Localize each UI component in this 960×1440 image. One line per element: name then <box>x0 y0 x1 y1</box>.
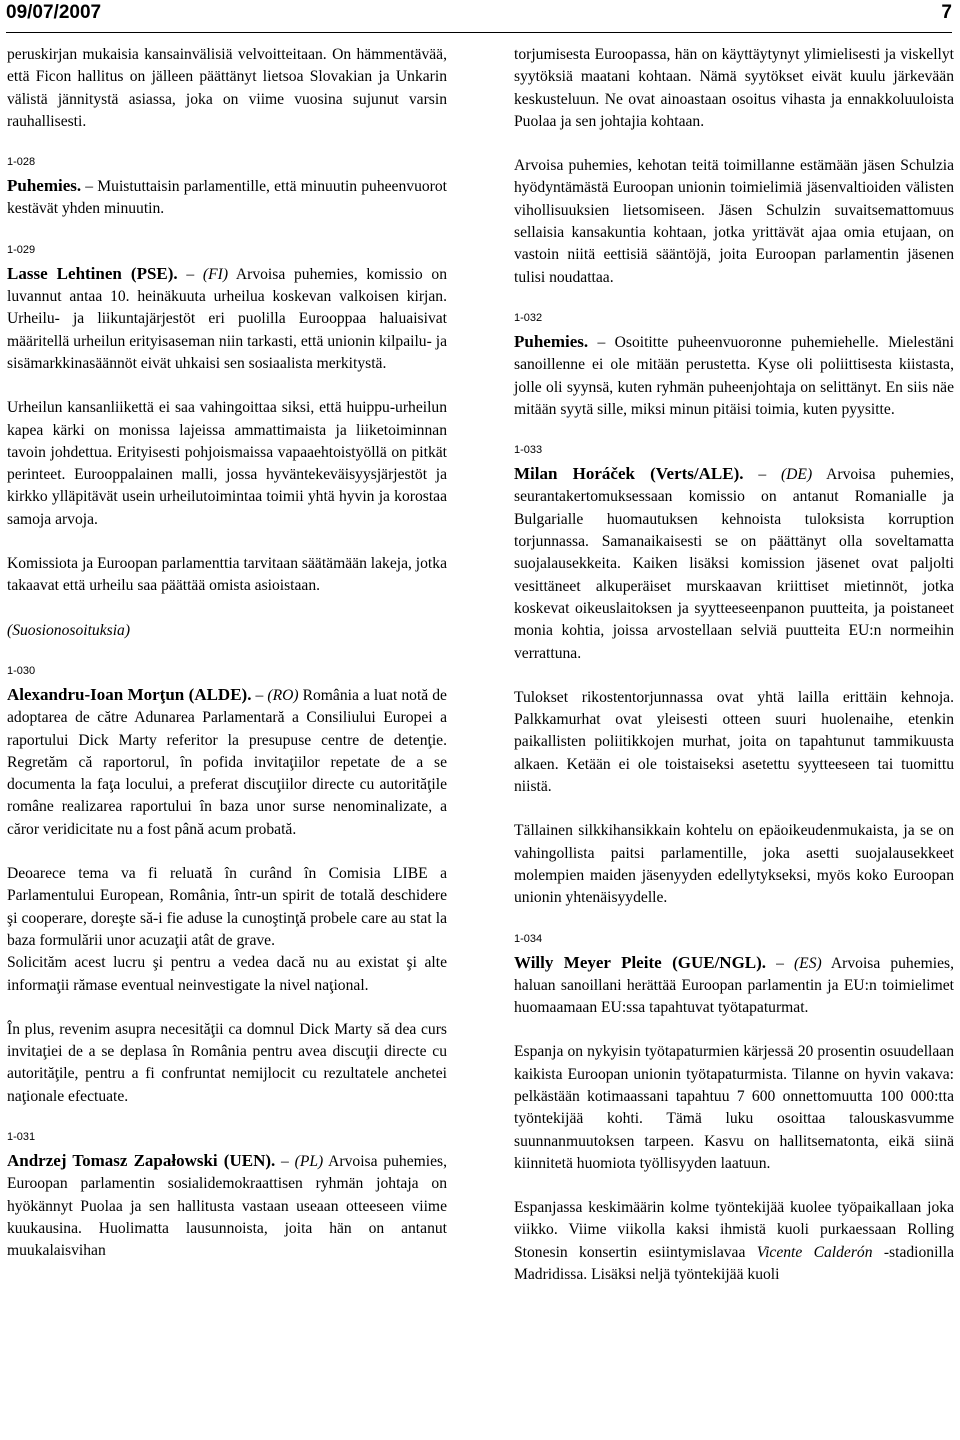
speech-text: – Osoititte puheenvuoronne puhemiehelle. Mielestäni sanoillenne ei ole mitään perustetta. Kyse oli poliittisesta kiistasta, jolle oli syynsä, kuten ryhmän puheenjohtaja on selittänyt. En siis näe mitään syytä sille, miksi minun pitäisi toimia, kuten pyysitte. <box>514 333 954 418</box>
item-number: 1-029 <box>7 243 36 256</box>
speaker-name: Milan Horáček (Verts/ALE). <box>514 464 744 484</box>
speech-034 <box>514 952 954 1020</box>
speech-text: Arvoisa puhemies, haluan sanoillani herättää Euroopan parlamentin ja EU:n toimielimet huomaamaan EU:ssa tapahtuvat työtapaturmat. <box>514 954 954 1017</box>
text-span: Espanjassa keskimäärin kolme työntekijää kuolee työpaikallaan joka viikko. Viime viikolla kaksi ihmistä kuoli purkaessaan Rolling Stonesin konsertin esiintymislavaa <box>514 1199 954 1261</box>
item-number: 1-033 <box>514 444 543 457</box>
paragraph: Solicităm acest lucru şi pentru a vedea dacă nu au existat şi alte informaţii rămase eventual neinvestigate la nivel naţional. <box>7 954 447 994</box>
speech-text: – Muistuttaisin parlamentille, että minuutin puheenvuorot kestävät yhden minuutin. <box>7 178 447 218</box>
speech-028 <box>7 175 447 221</box>
paragraph: Urheilun kansanliikettä ei saa vahingoittaa siksi, että huippu-urheilun kapea kärki on monissa lajeissa ammattimaista ja liiketoiminnan tavoin johdettua. Erityisesti pohjoismaissa vapaaehtoistyöllä on pitkät perinteet. Eurooppalainen malli, jossa hyväntekeväisyysjärjestöt ja kirkko ylläpitävät usein urheilutoimintaa toimii yhtä hyvin ja korostaa samoja arvoja. <box>7 399 447 528</box>
header-date: 09/07/2007 <box>6 2 102 23</box>
venue-name: Vicente Calderón <box>756 1243 873 1261</box>
paragraph: Espanja on nykyisin työtapaturmien kärjessä 20 prosentin osuudellaan kaikista Euroopan unionin työtapaturmista. Tilanne on hyvin vakava: pelkästään kotimaassani tapahtuu 7 600 onnettomuutta 100 000:tta työntekijää kohti. Tämä luku osoittaa talouskasvumme suunnanmuutoksen tarpeen. Kasvu on hallitsematonta, eikä siinä kiinnitetä huomiota työllisyyden laatuun. <box>514 1043 954 1172</box>
paragraph: Deoarece tema va fi reluată în curând în Comisia LIBE a Parlamentului European, România, într-un spirit de totală deschidere şi cooperare, doreşte să-i fie aduse la cunoştinţă probele care au stat la baza formulării unor acuzaţii atât de grave. <box>7 865 447 949</box>
language-tag: – (RO) <box>251 686 299 704</box>
speaker-name: Alexandru-Ioan Morţun (ALDE). <box>7 684 252 704</box>
paragraph: peruskirjan mukaisia kansainvälisiä velvoitteitaan. On hämmentävää, että Ficon hallitus on jälleen päättänyt lietsoa Slovakian ja Unkarin välistä jännitystä asiassa, joka on viime vuosina sujunut varsin rauhallisesti. <box>7 46 447 130</box>
item-number: 1-034 <box>514 932 543 945</box>
language-tag: – (ES) <box>766 954 822 972</box>
text-span: -stadionilla Madridissa. Lisäksi neljä työntekijää kuoli <box>514 1243 955 1284</box>
speaker-name: Puhemies. <box>514 331 589 351</box>
paragraph: Komissiota ja Euroopan parlamenttia tarvitaan säätämään lakeja, jotka takaavat että urheilu saa päättää omista asioistaan. <box>7 555 447 595</box>
paragraph: În plus, revenim asupra necesităţii ca domnul Dick Marty să dea curs invitaţiei de a se deplasa în România pentru avea discuţii directe cu autorităţile, pentru a fi confruntat nemijlocit cu rezultatele anchetei naţionale efectuate. <box>7 1020 447 1105</box>
right-column <box>514 44 954 1308</box>
paragraph: Tällainen silkkihansikkain kohtelu on epäoikeudenmukaista, ja se on vahingollista paitsi parlamentille, joka asetti suojalausekkeet molempien maiden jäsenyyden edellytykseksi, myös koko Euroopan unionin yhtenäisyydelle. <box>514 822 954 907</box>
language-tag: – (FI) <box>177 265 229 283</box>
speech-029 <box>7 263 447 375</box>
speaker-name: Puhemies. <box>7 176 82 196</box>
paragraph: Tulokset rikostentorjunnassa ovat yhtä lailla erittäin kehnoja. Palkkamurhat ovat yleisesti otteen suuri huolenaihe, etenkin paikallisten poliitikkojen murhat, joita on tapahtunut tammikuusta alkaen. Ketään ei ole toistaiseksi asetettu syytteeseen tai tuomittu niistä. <box>514 688 954 796</box>
paragraph: Arvoisa puhemies, kehotan teitä toimillanne estämään jäsen Schulzia hyödyntämästä Euroopan unionin toimielimiä jäsenvaltioiden välisten vihollisuuksien lietsomiseen. Jäsen Schulzin suvaitsemattomuus sellaisia kansakuntia kohtaan, jotka yrittävät ajaa omia etujaan, on vastoin niitä eettisiä sääntöjä, joita Euroopan parlamentin jäsenen tulisi noudattaa. <box>514 157 954 286</box>
speech-text: România a luat notă de adoptarea de către Adunarea Parlamentară a Consiliului Europei a raportului Dick Marty referitor la presupuse centre de detenţie. Regretăm că raportorul, în pofida invitaţiilor repetate de a se documenta la faţa locului, a preferat discuţiilor directe cu autorităţile române realizarea raportului în baza unor surse nenominalizate, a căror veridicitate nu a fost până acum probată. <box>7 686 447 838</box>
speaker-name: Andrzej Tomasz Zapałowski (UEN). <box>7 1150 276 1170</box>
paragraph: torjumisesta Euroopassa, hän on käyttäytynyt ylimielisesti ja viskellyt syytöksiä maatani kohtaan. Nämä syytökset eivät kuulu järkevään keskusteluun. Ne ovat ainoastaan osoitus vihasta ja ennakkoluuloista Puolaa ja sen johtajia kohtaan. <box>514 46 954 130</box>
speech-031 <box>7 1150 447 1262</box>
speaker-name: Lasse Lehtinen (PSE). <box>7 263 178 283</box>
language-tag: – (DE) <box>743 466 813 484</box>
item-number: 1-030 <box>7 664 36 677</box>
speech-033 <box>514 463 954 665</box>
language-tag: – (PL) <box>275 1152 324 1170</box>
page-number: 7 <box>941 2 952 23</box>
speech-030 <box>7 684 447 841</box>
applause-note: (Suosionosoituksia) <box>7 621 131 639</box>
paragraph <box>514 1197 954 1286</box>
speech-text: Arvoisa puhemies, seurantakertomuksessaan komissio on antanut Romanialle ja Bulgarialle huomautuksen kehnoista tuloksista korruption torjunnassa. Samanaikaisesti se on päättänyt olla soveltamatta suojalausekkeita. Kaiken lisäksi komission jäsenet ovat paljolti vesittäneet alkuperäiset murskaavan kriittiset mietinnöt, jotka koskevat oikeuslaitoksen ja syytteeseenpanon puutteita, ja poistaneet monia kohtia, joissa arvostellaan selviä puutteita EU:n normeihin verrattuna. <box>514 466 954 662</box>
page-header <box>6 0 952 33</box>
item-number: 1-032 <box>514 311 543 324</box>
speech-text: Arvoisa puhemies, komissio on luvannut antaa 10. heinäkuuta urheilua koskevan valkoisen kirjan. Urheilu- ja liikuntajärjestöt eri puolilla Eurooppaa haluaisivat määritellä urheilun erityisaseman niin tarkasti, että unionin kilpailu- ja sisämarkkinasäännöt eivät uhkaisi sen sosiaalista merkitystä. <box>7 265 447 372</box>
item-number: 1-028 <box>7 156 36 169</box>
speaker-name: Willy Meyer Pleite (GUE/NGL). <box>514 952 767 972</box>
speech-032 <box>514 331 954 421</box>
speech-text: Arvoisa puhemies, Euroopan parlamentin sosialidemokraattisen ryhmän johtaja on hyökännyt Puolaa ja sen hallitusta vastaan useaan otteeseen viime kuukausina. Huolimatta lausunnoista, joita hän on antanut muukalaisvihan <box>7 1152 447 1260</box>
item-number: 1-031 <box>7 1130 36 1143</box>
left-column <box>7 44 447 1284</box>
